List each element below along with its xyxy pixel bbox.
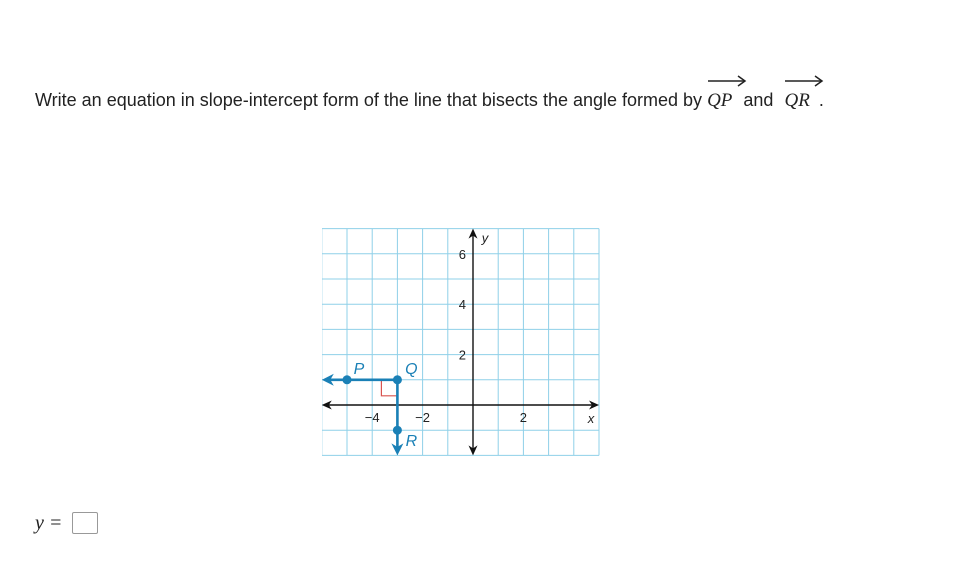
point-p bbox=[343, 375, 352, 384]
y-tick-label: 6 bbox=[458, 246, 466, 262]
labels bbox=[354, 231, 595, 451]
point-label-p: P bbox=[353, 360, 365, 378]
vector-arrow-icon bbox=[707, 75, 747, 87]
coordinate-graph bbox=[322, 228, 602, 458]
point-r bbox=[393, 426, 402, 435]
y-tick-label: 2 bbox=[458, 347, 466, 363]
vector-arrow-icon bbox=[784, 75, 824, 87]
answer-input[interactable] bbox=[72, 512, 98, 534]
y-tick-label: 4 bbox=[458, 297, 466, 313]
y-axis-label: y bbox=[481, 230, 489, 246]
question-prompt: Write an equation in slope-intercept form of the line that bisects the angle formed by bbox=[35, 90, 703, 110]
point-label-r: R bbox=[405, 433, 418, 451]
x-axis-label: x bbox=[587, 411, 595, 426]
answer-row bbox=[35, 510, 98, 536]
grid bbox=[322, 229, 599, 456]
question-text bbox=[35, 88, 824, 112]
question-and: and bbox=[743, 90, 774, 110]
ray-qr bbox=[784, 88, 809, 112]
x-tick-label: 2 bbox=[519, 410, 528, 425]
x-tick-label: −2 bbox=[415, 410, 431, 425]
x-tick-label: −4 bbox=[364, 410, 380, 425]
point-label-q: Q bbox=[405, 360, 418, 378]
rays bbox=[322, 374, 403, 456]
point-q bbox=[393, 375, 402, 384]
answer-label: y = bbox=[35, 511, 63, 534]
ray-qp bbox=[707, 88, 732, 112]
axes bbox=[322, 229, 599, 456]
ray-qr-label: QR bbox=[784, 90, 810, 111]
ray-qp-label: QP bbox=[707, 90, 733, 111]
question-period: . bbox=[818, 90, 824, 110]
